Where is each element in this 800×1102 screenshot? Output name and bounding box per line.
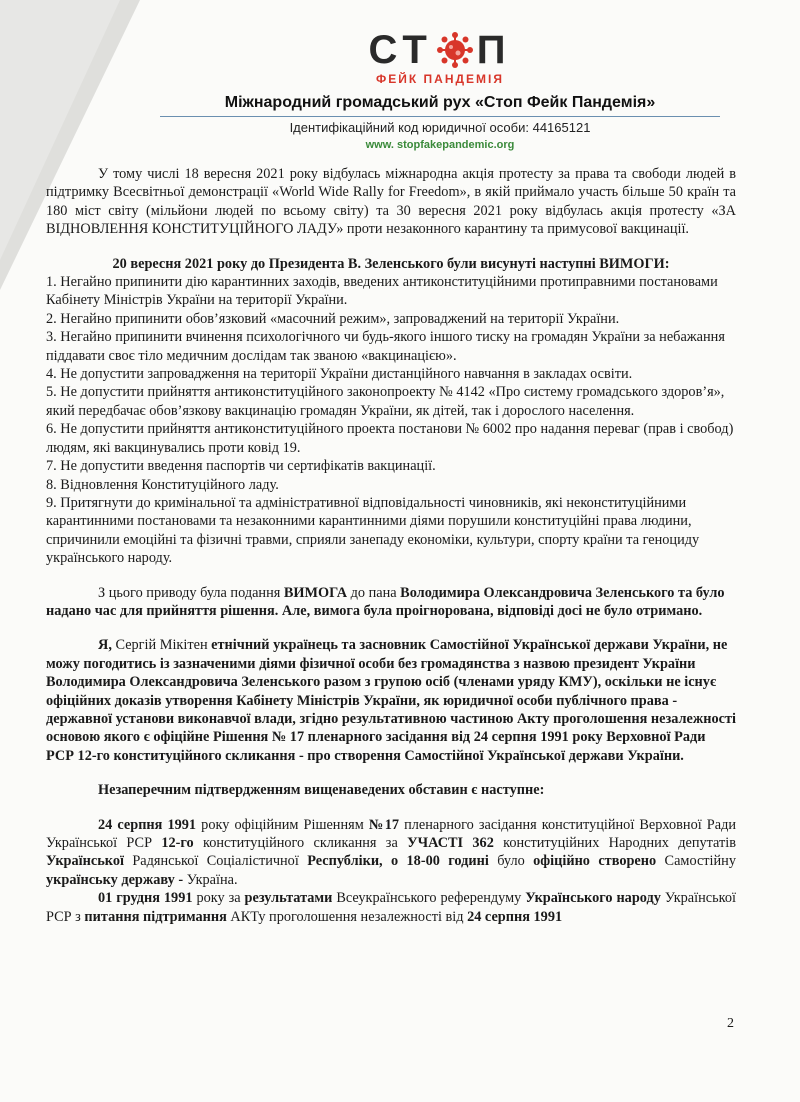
text-run: конституційних Народних депутатів (493, 835, 736, 851)
text-run-bold: українську державу - (46, 871, 184, 888)
text-run-bold: 01 грудня 1991 (98, 890, 193, 907)
demand-item: 2. Негайно припинити обов’язковий «масочний режим», запроваджений на території України. (46, 310, 620, 327)
text-run: Української РСР з (46, 890, 736, 925)
organization-website: www. stopfakepandemic.org (365, 139, 515, 151)
text-run-bold: Незаперечним підтвердженням вищенаведених обставин є наступне: (98, 782, 545, 799)
paragraph-protest: У тому числі 18 вересня 2021 року відбулась міжнародна акція протесту за права та свободи людей в підтримку Всесвітньої демонстрації «World Wide Rally for Freedom», в якій приймало участь більше 50 країн та 180 міст світу (мільйони людей по всьому світу) та 30 вересня 2021 року відбулась акція протесту «ЗА ВІДНОВЛЕННЯ КОНСТИТУЦІЙНОГО ЛАДУ» проти незаконного карантину та примусової вакцинації. (46, 166, 736, 238)
text-run-bold: Республіки, о 18-00 годині (307, 853, 489, 870)
demand-item: 1. Негайно припинити дію карантинних заходів, введених антиконституційними протиправними постановами Кабінету Міністрів України на території України. (46, 274, 718, 309)
paragraph-evidence-heading (46, 781, 736, 799)
organization-code: Ідентифікаційний код юридичної особи: 44165121 (289, 120, 591, 135)
text-run: АКТу проголошення незалежності від (226, 908, 468, 925)
demands-heading-emphasis: ВИМОГИ: (599, 255, 670, 272)
text-run: Україна. (183, 871, 238, 888)
paragraph-dec-01 (46, 889, 736, 926)
text-run-bold: результатами (244, 890, 333, 907)
text-run: Всеукраїнського референдуму (332, 890, 526, 907)
text-run: Сергій Мікітен (111, 637, 212, 654)
text-run: конституційного скликання за (193, 835, 408, 851)
text-run-bold: Українського народу (525, 890, 661, 907)
text-run: було (488, 853, 534, 870)
page-number: 2 (727, 1016, 734, 1031)
demand-item: 8. Відновлення Конституційного ладу. (46, 476, 279, 493)
text-run-bold: питання підтримання (84, 908, 227, 925)
logo (160, 27, 720, 72)
demands-heading-text: 20 вересня 2021 року до Президента В. Зеленського були висунуті наступні (112, 255, 600, 272)
organization-title: Міжнародний громадський рух «Стоп Фейк Пандемія» (224, 94, 656, 111)
text-run-bold: 24 серпня 1991 (467, 908, 563, 925)
demand-item: 7. Не допустити введення паспортів чи сертифікатів вакцинації. (46, 458, 436, 475)
demands-heading (46, 255, 736, 273)
document-body (46, 165, 736, 926)
text-run-bold: офіційно створено (533, 853, 657, 870)
demand-item: 6. Не допустити прийняття антиконституційного проекта постанови № 6002 про надання переваг (прав і свобод) людям, які вакцинувались проти ковід 19. (46, 421, 734, 456)
text-run-bold: етнічний українець та засновник Самостійної Української держави України, не можу погодитись із зазначеними діями фізичної особи без громадянства з назвою президент України Володимира Олександровича Зеленського разом з групою осіб (членами уряду КМУ), оскільки не існує офіційних доказів утворення Кабінету Міністрів України, як юридичної особи публічного права - державної установи виконавчої влади, згідно результативною частиною Акту проголошення незалежності основою якого є офіційне Рішення № 17 пленарного засідання від 24 серпня 1991 року Верховної Ради РСР 12-го конституційного скликання - про створення Самостійної Української держави України. (46, 637, 736, 764)
demand-item: 9. Притягнути до кримінальної та адміністративної відповідальності чиновників, які неконституційними карантинними постановами та незаконними карантинними діями порушили конституційні права людини, спричинили емоційні та фізичні травми, сприяли занепаду економіки, культури, спорту країни та геноциду українського народу. (46, 494, 700, 567)
text-run-bold: Української (46, 853, 124, 870)
text-run-bold: Я, (98, 637, 112, 654)
demand-item: 3. Негайно припинити вчинення психологічного чи будь-якого іншого тиску на громадян України за небажання піддавати своє тіло медичним дослідам так званою «вакцинацією». (46, 329, 725, 364)
virus-icon (437, 32, 473, 68)
text-run: пленарного засідання конституційної Верховної Ради Української РСР (46, 816, 736, 851)
demands-list (46, 273, 736, 568)
text-run: Радянської Соціалістичної (123, 853, 308, 870)
text-run: З цього приводу була подання (98, 584, 284, 601)
header-rule (160, 116, 720, 117)
paragraph-statement (46, 636, 736, 765)
text-run: до пана (347, 584, 401, 601)
text-run-bold: УЧАСТІ 362 (407, 835, 494, 851)
text-run-bold: №17 (368, 816, 399, 833)
logo-text-right: П (476, 27, 512, 72)
text-run-bold: 12-го (161, 835, 194, 851)
letterhead (160, 27, 720, 151)
logo-subtitle: ФЕЙК ПАНДЕМІЯ (376, 72, 504, 86)
demand-item: 5. Не допустити прийняття антиконституційного законопроекту № 4142 «Про систему громадського здоров’я», який передбачає обов’язкову вакцинацію громадян України, як дітей, так і дорослого населення. (46, 384, 725, 419)
logo-text-left: СТ (368, 27, 433, 72)
text-run-bold: ВИМОГА (283, 584, 348, 601)
text-run: року офіційним Рішенням (196, 816, 369, 833)
text-run: Самостійну (656, 853, 736, 870)
paragraph-demand-submitted (46, 584, 736, 621)
text-run: року за (192, 890, 245, 907)
demand-item: 4. Не допустити запровадження на території України дистанційного навчання в закладах освіти. (46, 366, 633, 383)
text-run-bold: Володимира Олександровича Зеленського та було надано час для прийняття рішення. Але, вимога була проігнорована, відповіді досі не було отримано. (46, 584, 725, 619)
paragraph-aug-24 (46, 816, 736, 890)
text-run-bold: 24 серпня 1991 (98, 816, 197, 833)
